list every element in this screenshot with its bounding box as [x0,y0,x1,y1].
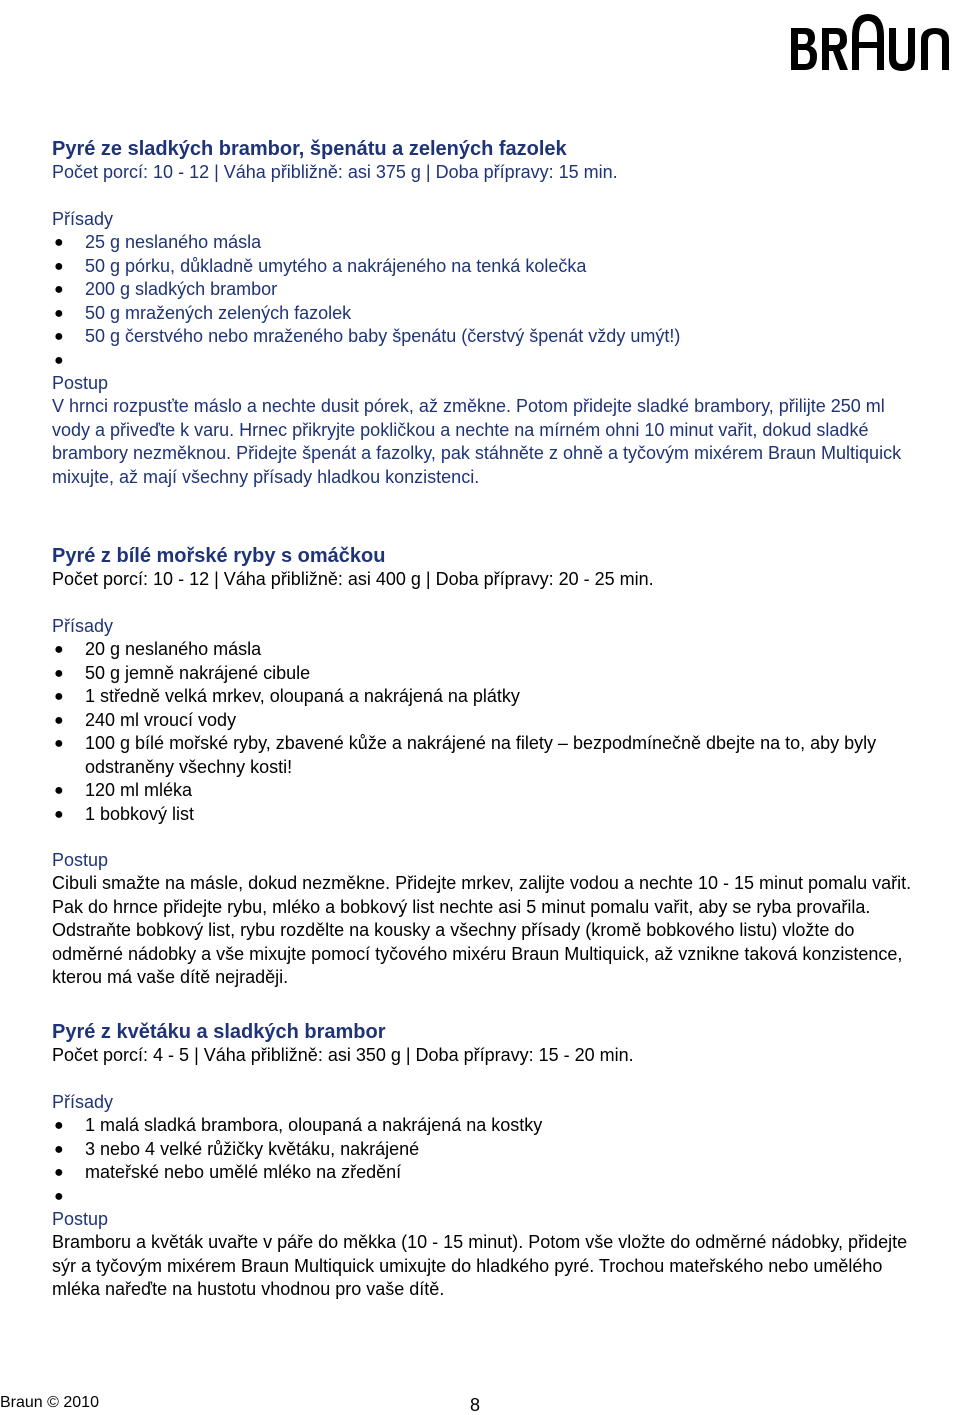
recipe-meta: Počet porcí: 10 - 12 | Váha přibližně: asi 375 g | Doba přípravy: 15 min. [52,162,618,182]
ingredients-list [52,1114,912,1208]
list-item [52,349,912,373]
ingredients-heading: Přísady [52,209,114,229]
bullet-icon: ● [54,257,64,275]
bullet-icon: ● [54,711,64,729]
list-item: ● 50 g čerstvého nebo mraženého baby špenátu (čerstvý špenát vždy umýt!) [52,325,912,349]
procedure-heading: Postup [52,850,109,870]
list-item: ● 1 středně velká mrkev, oloupaná a nakrájená na plátky [52,685,912,709]
bullet-icon: ● [54,281,64,298]
recipe-title: Pyré ze sladkých brambor, špenátu a zelených fazolek [52,138,567,160]
list-item: ● 50 g mražených zelených fazolek [52,302,912,326]
list-item: ● 200 g sladkých brambor [52,278,912,302]
bullet-icon: ● [54,351,64,369]
page-number: 8 [470,1395,481,1415]
braun-logo [789,12,955,74]
bullet-icon: ● [54,1164,64,1181]
footer-copyright: Braun © 2010 [0,1394,99,1411]
recipe-meta: Počet porcí: 10 - 12 | Váha přibližně: asi 400 g | Doba přípravy: 20 - 25 min. [52,569,654,589]
bullet-icon: ● [54,688,64,705]
recipe-cauliflower-sweet-potato [52,1021,912,1302]
list-item: ● 240 ml vroucí vody [52,709,912,733]
list-item: ● 20 g neslaného másla [52,638,912,662]
bullet-icon: ● [54,1187,64,1205]
list-item: ● 50 g jemně nakrájené cibule [52,662,912,686]
bullet-icon: ● [54,304,64,322]
list-item: ● 100 g bílé mořské ryby, zbavené kůže a nakrájené na filety – bezpodmínečně dbejte na to, aby byly odstraněny všechny kosti! [54,733,877,777]
list-item [52,1185,912,1209]
recipe-title: Pyré z květáku a sladkých brambor [52,1021,386,1043]
list-item: ● 25 g neslaného másla [52,231,912,255]
procedure-text: V hrnci rozpusťte máslo a nechte dusit pórek, až změkne. Potom přidejte sladké brambory, přilijte 250 ml vody a přiveďte k varu. Hrnec přikryjte pokličkou a nechte na mírném ohni 10 minut vařit, dokud sladké brambory nezměknou. Přidejte špenát a fazolky, pak stáhněte z ohně a tyčovým mixérem Braun Multiquick mixujte, až mají všechny přísady hladkou konzistenci. [52,396,902,487]
bullet-icon: ● [54,234,64,251]
recipe-white-fish [52,545,912,990]
bullet-icon: ● [54,328,64,345]
recipe-meta: Počet porcí: 4 - 5 | Váha přibližně: asi 350 g | Doba přípravy: 15 - 20 min. [52,1045,634,1065]
ingredients-heading: Přísady [52,1092,114,1112]
procedure-heading: Postup [52,373,109,393]
list-item: ● 3 nebo 4 velké růžičky květáku, nakrájené [52,1138,912,1162]
ingredients-list [52,638,912,826]
list-item: ● 120 ml mléka [52,779,912,803]
ingredients-list [52,231,912,372]
ingredients-heading: Přísady [52,616,114,636]
list-item: ● 1 malá sladká brambora, oloupaná a nakrájená na kostky [52,1114,912,1138]
bullet-icon: ● [54,782,64,799]
list-item: ● 1 bobkový list [52,803,912,827]
recipe-sweet-potato-spinach [52,138,912,489]
bullet-icon: ● [54,805,64,823]
list-item: ● mateřské nebo umělé mléko na zředění [52,1161,912,1185]
procedure-text: Bramboru a květák uvařte v páře do měkka (10 - 15 minut). Potom vše vložte do odměrné nádobky, přidejte sýr a tyčovým mixérem Braun Multiquick umixujte do hladkého pyré. Trochou mateřského nebo umělého mléka nařeďte na hustotu vhodnou pro vaše dítě. [52,1232,908,1299]
bullet-icon: ● [54,1140,64,1158]
list-item: ● 50 g pórku, důkladně umytého a nakrájeného na tenká kolečka [52,255,912,279]
bullet-icon: ● [54,664,64,682]
bullet-icon: ● [54,735,64,752]
procedure-text: Cibuli smažte na másle, dokud nezměkne. Přidejte mrkev, zalijte vodou a nechte 10 - 15 minut pomalu vařit. Pak do hrnce přidejte rybu, mléko a bobkový list nechte asi 5 minut pomalu vařit, aby se ryba provařila. Odstraňte bobkový list, rybu rozdělte na kousky a všechny přísady (kromě bobkového listu) vložte do odměrné nádobky a vše mixujte pomocí tyčového mixéru Braun Multiquick, až vznikne taková konzistence, kterou má vaše dítě nejraději. [52,873,912,987]
procedure-heading: Postup [52,1209,109,1229]
bullet-icon: ● [54,641,64,658]
recipe-title: Pyré z bílé mořské ryby s omáčkou [52,545,386,567]
bullet-icon: ● [54,1117,64,1134]
